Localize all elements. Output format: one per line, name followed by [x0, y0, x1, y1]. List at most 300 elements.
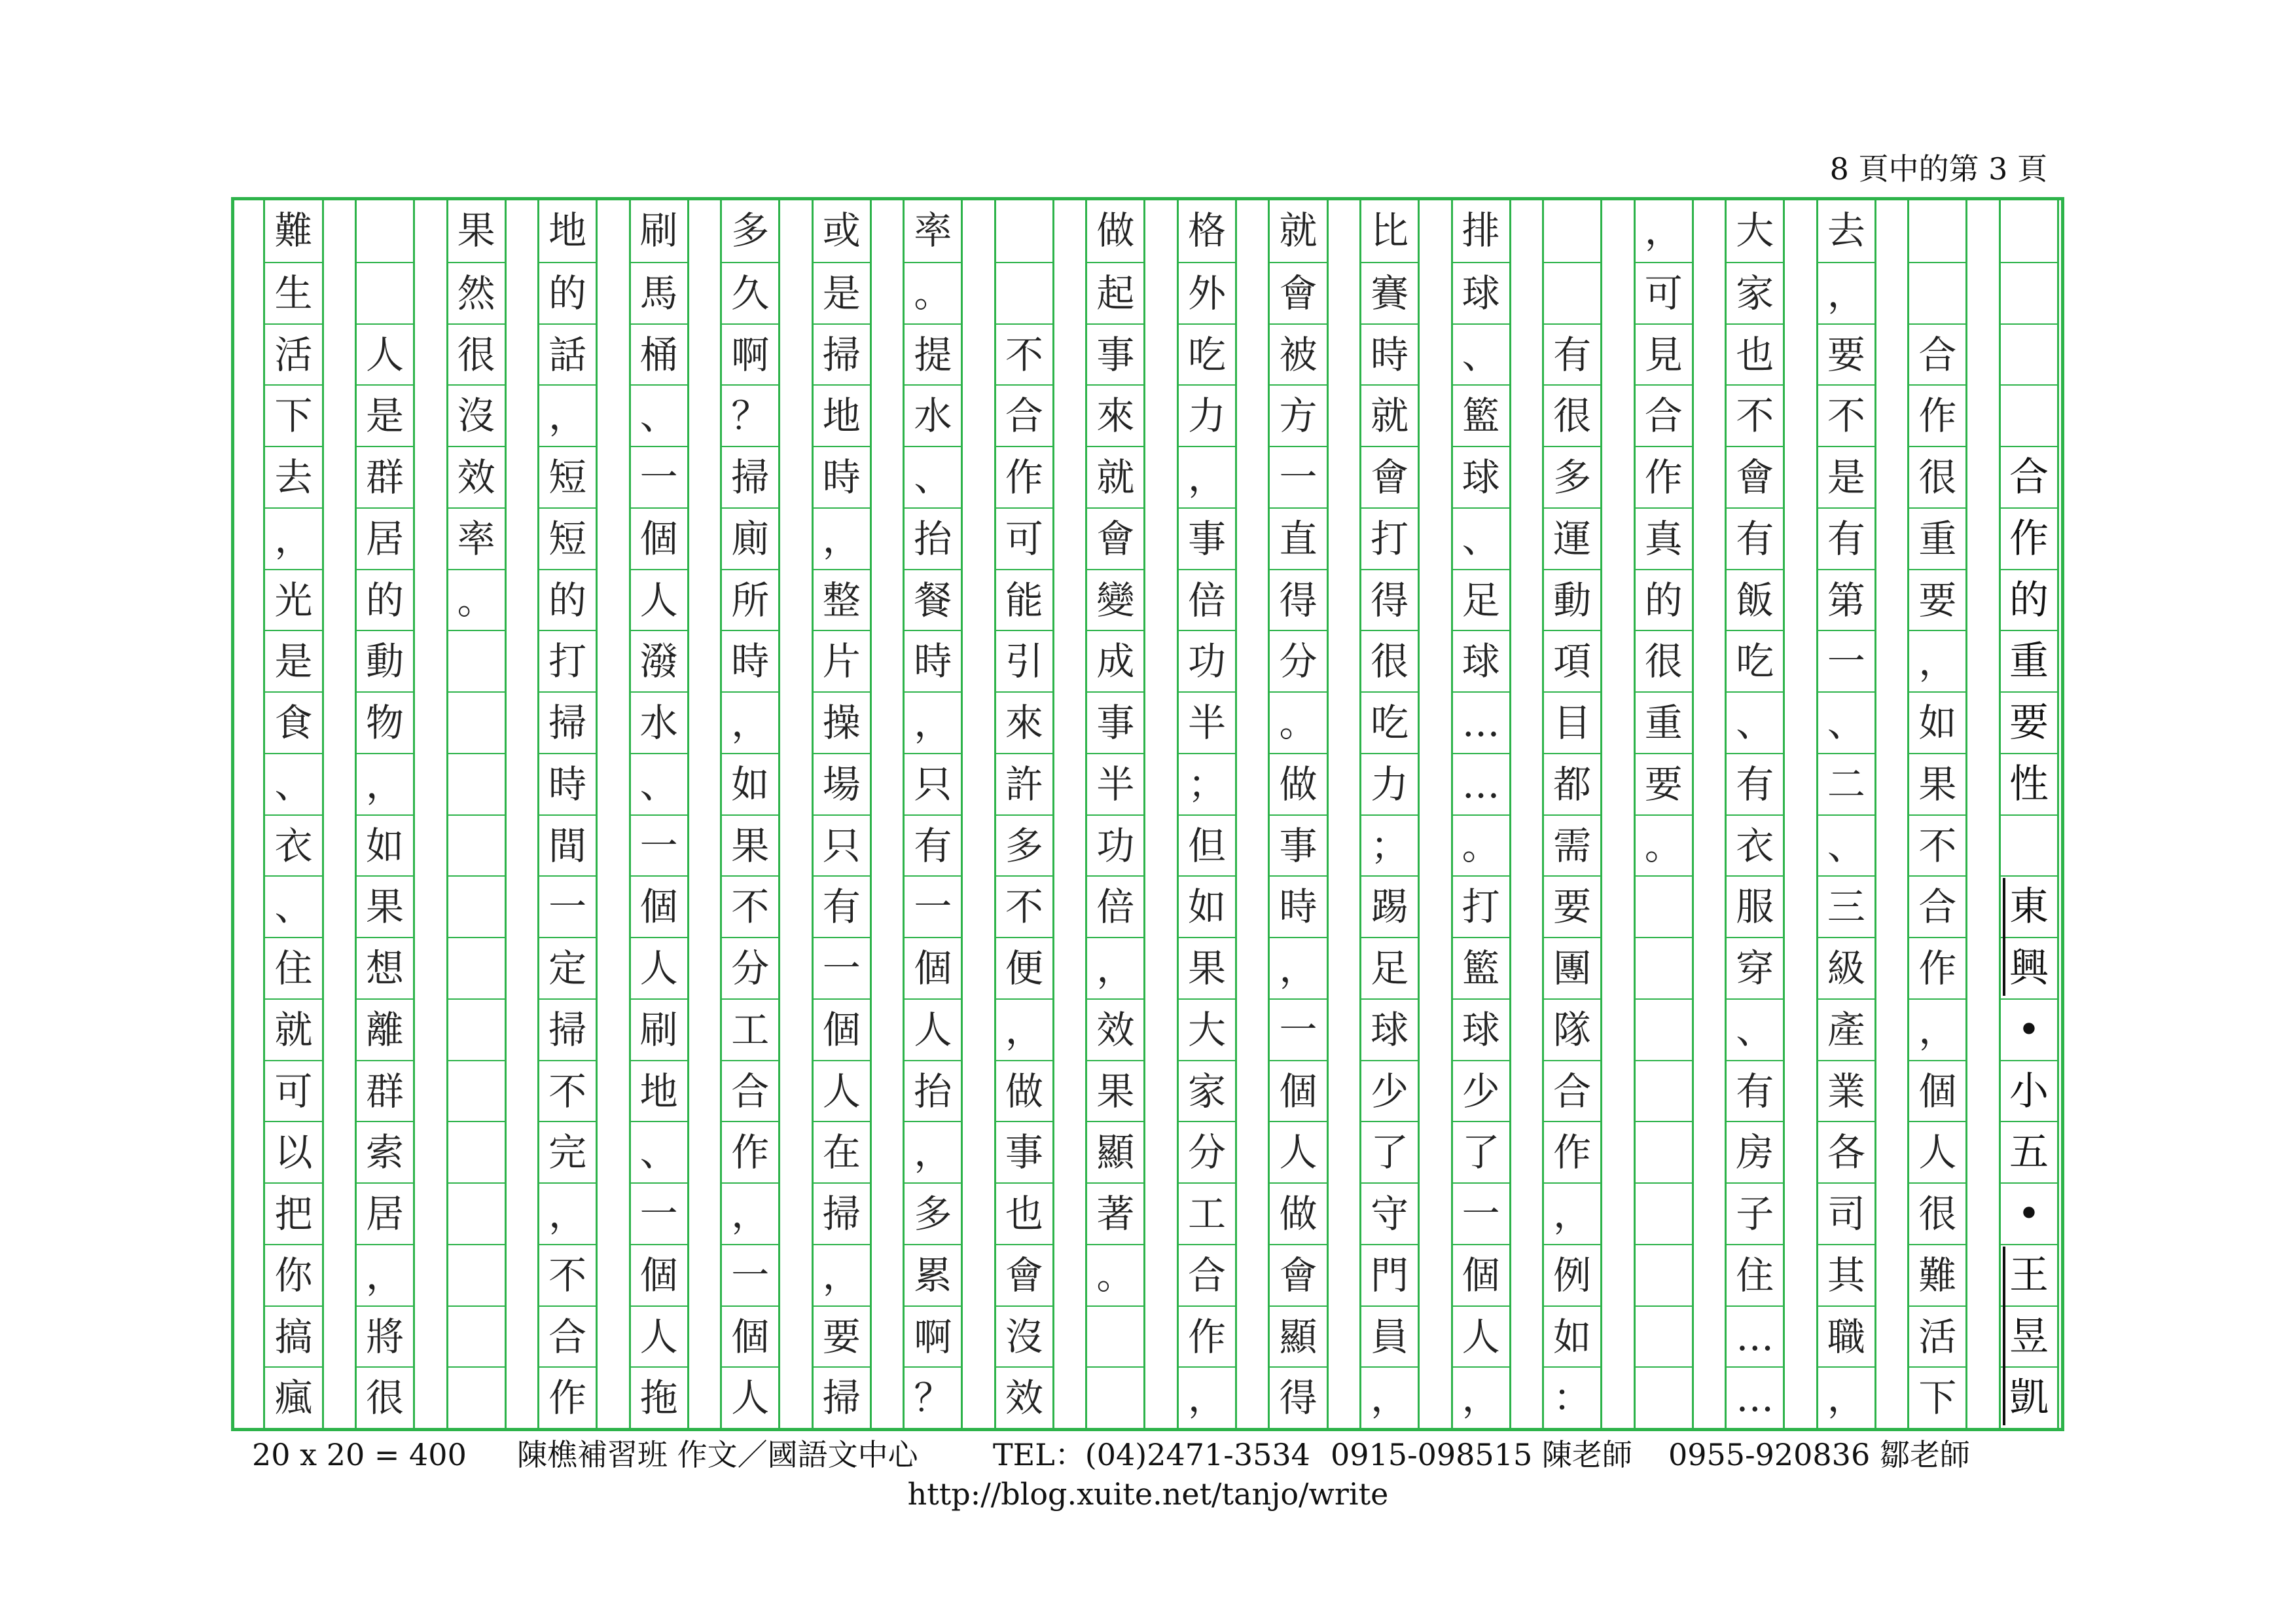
grid-cell: 家 — [1727, 262, 1783, 323]
grid-cell: 時 — [1361, 323, 1418, 385]
grid-cell: 有 — [1727, 1060, 1783, 1122]
grid-cell: 也 — [996, 1182, 1052, 1244]
grid-cell: 多 — [731, 208, 770, 253]
grid-cell — [448, 1244, 505, 1305]
grid-cell: 做 — [996, 1060, 1052, 1122]
grid-cell — [1636, 998, 1692, 1060]
grid-cell: 的 — [357, 569, 413, 630]
grid-cell — [1087, 1366, 1143, 1428]
grid-cell: 多 — [1544, 446, 1600, 507]
text-column — [812, 200, 872, 1428]
grid-cell: 會 — [1270, 1244, 1326, 1305]
grid-cell: 就 — [1279, 208, 1318, 253]
grid-cell: 不 — [1818, 384, 1874, 446]
grid-cell: 如 — [1179, 875, 1235, 937]
grid-cell: 將 — [357, 1305, 413, 1367]
grid-cell: 籃 — [1453, 384, 1509, 446]
grid-cell: 力 — [1179, 384, 1235, 446]
grid-cell: 操 — [814, 691, 870, 753]
grid-cell: 有 — [1727, 507, 1783, 569]
grid-cell: 作 — [1179, 1305, 1235, 1367]
grid-cell: 一 — [539, 875, 596, 937]
grid-cell: 瘋 — [265, 1366, 321, 1428]
grid-cell: 下 — [1909, 1366, 1965, 1428]
name-bracket — [2003, 1247, 2005, 1425]
grid-cell: 合 — [996, 384, 1052, 446]
grid-cell — [1544, 200, 1600, 262]
grid-cell: 穿 — [1727, 937, 1783, 998]
grid-cell: 人 — [1453, 1305, 1509, 1367]
grid-cell: 如 — [722, 753, 778, 814]
grid-cell: 球 — [1361, 998, 1418, 1060]
grid-cell: 活 — [1909, 1305, 1965, 1367]
grid-cell: 力 — [1361, 753, 1418, 814]
grid-cell: ， — [996, 998, 1052, 1060]
grid-cell: 動 — [357, 630, 413, 691]
grid-cell: 個 — [1909, 1060, 1965, 1122]
grid-cell: 人 — [814, 1060, 870, 1122]
grid-cell — [448, 1182, 505, 1244]
grid-cell: 潑 — [631, 630, 687, 691]
grid-cell: ， — [1361, 1366, 1418, 1428]
grid-cell: 分 — [1270, 630, 1326, 691]
grid-cell: 球 — [1453, 998, 1509, 1060]
grid-cell: 可 — [265, 1060, 321, 1122]
grid-cell: 合 — [1179, 1244, 1235, 1305]
grid-cell: 半 — [1179, 691, 1235, 753]
grid-cell: 、 — [905, 446, 961, 507]
grid-cell: 地 — [631, 1060, 687, 1122]
grid-cell: 見 — [1636, 323, 1692, 385]
grid-cell: 作 — [1544, 1121, 1600, 1182]
grid-cell: 。 — [448, 569, 505, 630]
grid-cell: 會 — [1361, 446, 1418, 507]
grid-cell: 作 — [2001, 507, 2057, 569]
grid-cell: 沒 — [996, 1305, 1052, 1367]
grid-cell: ， — [265, 507, 321, 569]
grid-cell: 果 — [1179, 937, 1235, 998]
grid-cell: 。 — [1270, 691, 1326, 753]
grid-cell: 不 — [539, 1060, 596, 1122]
grid-cell: 啊 — [905, 1305, 961, 1367]
text-column — [1359, 200, 1420, 1428]
grid-cell: 很 — [1544, 384, 1600, 446]
text-column — [446, 200, 507, 1428]
grid-cell: 、 — [631, 384, 687, 446]
grid-cell: 球 — [1453, 262, 1509, 323]
grid-cell: 時 — [539, 753, 596, 814]
grid-cell: 性 — [2001, 753, 2057, 814]
grid-cell: 成 — [1087, 630, 1143, 691]
grid-cell: ， — [1909, 630, 1965, 691]
grid-cell: 掃 — [814, 323, 870, 385]
grid-cell: 時 — [1270, 875, 1326, 937]
grid-cell: 去 — [265, 446, 321, 507]
grid-cell: 場 — [814, 753, 870, 814]
grid-cell: 會 — [1727, 446, 1783, 507]
grid-cell: 不 — [539, 1244, 596, 1305]
center-name: 陳樵補習班 作文／國語文中心 — [517, 1437, 918, 1472]
grid-cell: 不 — [722, 875, 778, 937]
grid-cell: 短 — [539, 446, 596, 507]
grid-cell: 人 — [1909, 1121, 1965, 1182]
grid-cell — [1636, 1060, 1692, 1122]
grid-cell: 子 — [1727, 1182, 1783, 1244]
grid-cell: 不 — [1727, 384, 1783, 446]
text-column — [903, 200, 963, 1428]
grid-cell: 比 — [1371, 208, 1409, 253]
telephone: TEL：(04)2471-3534 — [993, 1437, 1310, 1472]
grid-cell: 小 — [2001, 1060, 2057, 1122]
grid-cell: 很 — [1909, 1182, 1965, 1244]
grid-spec: 20 x 20 = 400 — [252, 1437, 467, 1472]
grid-cell: 了 — [1361, 1121, 1418, 1182]
grid-cell: 王 — [2001, 1244, 2057, 1305]
grid-cell: 球 — [1453, 630, 1509, 691]
grid-cell: 會 — [996, 1244, 1052, 1305]
grid-cell: • — [2001, 998, 2057, 1060]
grid-cell: 群 — [357, 446, 413, 507]
text-column — [355, 200, 415, 1428]
grid-cell: 、 — [631, 1121, 687, 1182]
grid-cell: 守 — [1361, 1182, 1418, 1244]
grid-cell: 短 — [539, 507, 596, 569]
grid-cell: 就 — [1361, 384, 1418, 446]
grid-cell: 合 — [2001, 446, 2057, 507]
grid-cell: 被 — [1270, 323, 1326, 385]
grid-cell: 半 — [1087, 753, 1143, 814]
grid-cell: 如 — [357, 814, 413, 876]
grid-cell: 一 — [631, 814, 687, 876]
grid-cell: 效 — [1087, 998, 1143, 1060]
grid-cell: 一 — [814, 937, 870, 998]
grid-cell: 人 — [631, 1305, 687, 1367]
grid-cell: 人 — [905, 998, 961, 1060]
text-column — [994, 200, 1054, 1428]
grid-cell: 功 — [1087, 814, 1143, 876]
grid-cell: 顯 — [1087, 1121, 1143, 1182]
grid-cell: 業 — [1818, 1060, 1874, 1122]
grid-cell: ， — [539, 1182, 596, 1244]
grid-cell: 人 — [1270, 1121, 1326, 1182]
grid-cell: 家 — [1179, 1060, 1235, 1122]
grid-cell: 衣 — [1727, 814, 1783, 876]
grid-cell: 馬 — [631, 262, 687, 323]
grid-cell: 很 — [357, 1366, 413, 1428]
grid-cell — [1636, 875, 1692, 937]
grid-cell — [1636, 1305, 1692, 1367]
grid-cell: 。 — [905, 262, 961, 323]
grid-cell: 各 — [1818, 1121, 1874, 1182]
grid-cell: 所 — [722, 569, 778, 630]
grid-cell: 多 — [996, 814, 1052, 876]
grid-cell: 很 — [1636, 630, 1692, 691]
grid-cell: 掃 — [814, 1366, 870, 1428]
grid-cell: ， — [1818, 1366, 1874, 1428]
grid-cell — [1636, 1121, 1692, 1182]
grid-cell — [1544, 262, 1600, 323]
grid-cell: 時 — [722, 630, 778, 691]
grid-cell: 去 — [1827, 208, 1865, 253]
grid-cell: 、 — [1818, 691, 1874, 753]
grid-cell: 顯 — [1270, 1305, 1326, 1367]
grid-cell: 活 — [265, 323, 321, 385]
grid-cell: ？ — [905, 1366, 961, 1428]
grid-cell — [448, 875, 505, 937]
grid-cell: 合 — [722, 1060, 778, 1122]
grid-cell: 有 — [905, 814, 961, 876]
grid-cell: ， — [722, 691, 778, 753]
grid-cell: 住 — [265, 937, 321, 998]
grid-cell: 索 — [357, 1121, 413, 1182]
grid-cell: 掃 — [539, 998, 596, 1060]
grid-cell: 果 — [1087, 1060, 1143, 1122]
grid-cell: 抬 — [905, 1060, 961, 1122]
grid-cell: 合 — [1909, 323, 1965, 385]
grid-cell: ； — [1361, 814, 1418, 876]
title-column — [1999, 200, 2059, 1428]
grid-cell: 要 — [1909, 569, 1965, 630]
grid-cell: 人 — [722, 1366, 778, 1428]
grid-cell: 提 — [905, 323, 961, 385]
grid-cell: 會 — [1270, 262, 1326, 323]
grid-cell: 但 — [1179, 814, 1235, 876]
grid-cell — [357, 200, 413, 262]
grid-cell: 便 — [996, 937, 1052, 998]
grid-cell: 個 — [631, 507, 687, 569]
grid-cell — [448, 1305, 505, 1367]
text-column — [1634, 200, 1694, 1428]
grid-cell: 凱 — [2001, 1366, 2057, 1428]
grid-cell: 作 — [1909, 384, 1965, 446]
grid-cell: 個 — [722, 1305, 778, 1367]
grid-cell — [1636, 1366, 1692, 1428]
grid-cell: 合 — [1909, 875, 1965, 937]
grid-cell: 著 — [1087, 1182, 1143, 1244]
grid-cell: 、 — [1727, 998, 1783, 1060]
grid-cell: 水 — [631, 691, 687, 753]
grid-cell: 抬 — [905, 507, 961, 569]
text-column — [1085, 200, 1145, 1428]
grid-cell: 是 — [814, 262, 870, 323]
grid-cell: 久 — [722, 262, 778, 323]
grid-cell: 。 — [1636, 814, 1692, 876]
grid-cell: 司 — [1818, 1182, 1874, 1244]
grid-cell: ， — [905, 1121, 961, 1182]
grid-cell: 要 — [1544, 875, 1600, 937]
grid-cell: 衣 — [265, 814, 321, 876]
grid-cell: 個 — [814, 998, 870, 1060]
grid-cell: 直 — [1270, 507, 1326, 569]
grid-cell: 掃 — [539, 691, 596, 753]
grid-cell: 得 — [1270, 1366, 1326, 1428]
grid-cell — [2001, 814, 2057, 876]
grid-cell: 就 — [265, 998, 321, 1060]
grid-cell: 時 — [814, 446, 870, 507]
grid-cell: 五 — [2001, 1121, 2057, 1182]
grid-cell — [448, 753, 505, 814]
grid-cell: 是 — [1818, 446, 1874, 507]
grid-cell: 重 — [2001, 630, 2057, 691]
grid-cell: 引 — [996, 630, 1052, 691]
grid-cell: 排 — [1462, 208, 1500, 253]
grid-cell: 球 — [1453, 446, 1509, 507]
grid-cell: 率 — [448, 507, 505, 569]
grid-cell: 、 — [1453, 507, 1509, 569]
grid-cell: 很 — [1909, 446, 1965, 507]
grid-cell: 項 — [1544, 630, 1600, 691]
grid-cell: 房 — [1727, 1121, 1783, 1182]
grid-cell: 水 — [905, 384, 961, 446]
text-column — [1907, 200, 1967, 1428]
grid-cell: 人 — [357, 323, 413, 385]
grid-cell: 少 — [1453, 1060, 1509, 1122]
grid-cell: 果 — [1909, 753, 1965, 814]
grid-cell: 片 — [814, 630, 870, 691]
grid-cell: 有 — [1727, 753, 1783, 814]
grid-cell: 格 — [1187, 208, 1226, 253]
grid-cell: … — [1727, 1305, 1783, 1367]
grid-cell: 吃 — [1179, 323, 1235, 385]
grid-cell: 難 — [274, 208, 313, 253]
grid-cell: 事 — [996, 1121, 1052, 1182]
grid-cell: 二 — [1818, 753, 1874, 814]
grid-cell: ， — [1644, 208, 1683, 253]
grid-cell — [1636, 1182, 1692, 1244]
grid-cell: 、 — [265, 875, 321, 937]
grid-cell: 團 — [1544, 937, 1600, 998]
grid-cell — [448, 1060, 505, 1122]
grid-cell: 得 — [1270, 569, 1326, 630]
grid-cell — [448, 1366, 505, 1428]
grid-cell: 在 — [814, 1121, 870, 1182]
grid-cell: 你 — [265, 1244, 321, 1305]
grid-cell: 然 — [448, 262, 505, 323]
grid-cell — [1909, 262, 1965, 323]
grid-cell: 作 — [539, 1366, 596, 1428]
grid-cell: 一 — [905, 875, 961, 937]
grid-cell: 掃 — [722, 446, 778, 507]
grid-cell: 就 — [1087, 446, 1143, 507]
grid-cell: 個 — [631, 1244, 687, 1305]
grid-cell: 踢 — [1361, 875, 1418, 937]
grid-cell: 目 — [1544, 691, 1600, 753]
grid-cell: 需 — [1544, 814, 1600, 876]
grid-cell — [2001, 323, 2057, 385]
grid-cell: 起 — [1087, 262, 1143, 323]
grid-cell — [448, 691, 505, 753]
grid-cell: 刷 — [639, 208, 678, 253]
grid-cell: 個 — [905, 937, 961, 998]
grid-cell: 作 — [1909, 937, 1965, 998]
grid-cell: 物 — [357, 691, 413, 753]
grid-cell — [357, 262, 413, 323]
grid-cell: 群 — [357, 1060, 413, 1122]
grid-cell: • — [2001, 1182, 2057, 1244]
grid-cell — [2001, 200, 2057, 262]
grid-cell: 合 — [539, 1305, 596, 1367]
grid-cell: 、 — [1727, 691, 1783, 753]
grid-cell: 是 — [265, 630, 321, 691]
grid-cell: 大 — [1736, 208, 1774, 253]
grid-cell: 有 — [1544, 323, 1600, 385]
grid-cell: 職 — [1818, 1305, 1874, 1367]
grid-cell: 來 — [1087, 384, 1143, 446]
grid-cell: ， — [357, 753, 413, 814]
grid-cell: 也 — [1727, 323, 1783, 385]
grid-cell: 整 — [814, 569, 870, 630]
grid-cell: 事 — [1179, 507, 1235, 569]
grid-cell: 方 — [1270, 384, 1326, 446]
grid-cell: 功 — [1179, 630, 1235, 691]
grid-cell: ， — [1909, 998, 1965, 1060]
grid-cell: 有 — [814, 875, 870, 937]
grid-cell: 服 — [1727, 875, 1783, 937]
grid-cell: 昱 — [2001, 1305, 2057, 1367]
grid-cell: 下 — [265, 384, 321, 446]
grid-cell: 食 — [265, 691, 321, 753]
text-column — [263, 200, 323, 1428]
grid-cell: ， — [905, 691, 961, 753]
grid-cell: 外 — [1179, 262, 1235, 323]
grid-cell: … — [1453, 753, 1509, 814]
grid-cell: 產 — [1818, 998, 1874, 1060]
grid-cell: 作 — [996, 446, 1052, 507]
grid-cell — [2001, 262, 2057, 323]
grid-cell: 倍 — [1087, 875, 1143, 937]
grid-cell: 只 — [905, 753, 961, 814]
grid-cell: 。 — [1087, 1244, 1143, 1305]
grid-cell: ， — [1818, 262, 1874, 323]
grid-cell: ， — [814, 507, 870, 569]
grid-cell: 分 — [1179, 1121, 1235, 1182]
grid-cell — [996, 200, 1052, 262]
grid-cell: ， — [1544, 1182, 1600, 1244]
grid-cell: 人 — [631, 569, 687, 630]
grid-cell: 個 — [1270, 1060, 1326, 1122]
grid-cell — [2001, 384, 2057, 446]
grid-cell: 少 — [1361, 1060, 1418, 1122]
grid-cell: 定 — [539, 937, 596, 998]
grid-cell: 地 — [548, 208, 587, 253]
grid-cell: 時 — [905, 630, 961, 691]
grid-cell: 一 — [1818, 630, 1874, 691]
grid-cell: 做 — [1096, 208, 1135, 253]
grid-cell: 效 — [448, 446, 505, 507]
grid-cell — [448, 814, 505, 876]
text-column — [1177, 200, 1237, 1428]
grid-cell: ？ — [722, 384, 778, 446]
text-column — [629, 200, 689, 1428]
phone-zou: 0955-920836 鄒老師 — [1668, 1437, 1970, 1472]
grid-cell: 來 — [996, 691, 1052, 753]
grid-cell: 一 — [1270, 998, 1326, 1060]
grid-cell: 要 — [1818, 323, 1874, 385]
grid-cell: 很 — [1361, 630, 1418, 691]
grid-cell: 多 — [905, 1182, 961, 1244]
grid-cell: 第 — [1818, 569, 1874, 630]
grid-cell: 可 — [996, 507, 1052, 569]
grid-cell: 作 — [1636, 446, 1692, 507]
grid-cell: 如 — [1544, 1305, 1600, 1367]
text-column — [1816, 200, 1876, 1428]
grid-cell: 話 — [539, 323, 596, 385]
text-column — [537, 200, 598, 1428]
grid-cell: 真 — [1636, 507, 1692, 569]
grid-cell: 飯 — [1727, 569, 1783, 630]
grid-cell: 間 — [539, 814, 596, 876]
grid-cell: 的 — [2001, 569, 2057, 630]
